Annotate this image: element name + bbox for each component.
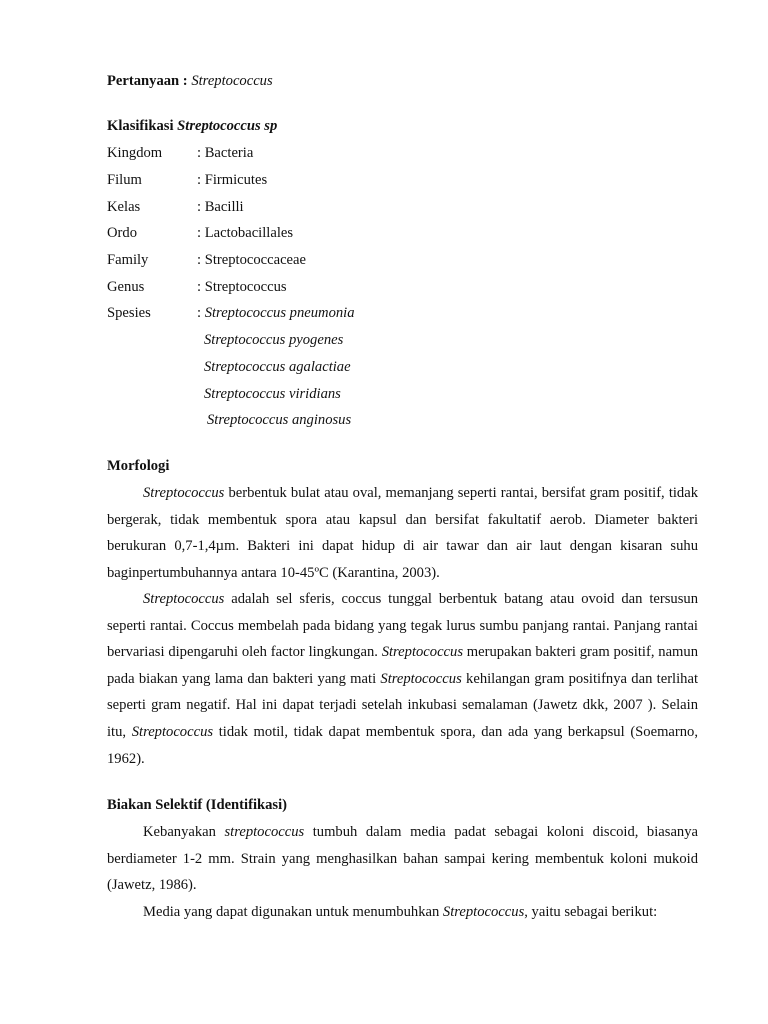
paragraph-text: Kebanyakan xyxy=(143,824,225,840)
species-item: Streptococcus pneumonia xyxy=(204,305,355,321)
taxon-value-ordo: : Lactobacillales xyxy=(197,225,294,241)
italic-term: Streptococcus xyxy=(442,904,525,920)
species-item: Streptococcus viridians xyxy=(204,386,341,402)
paragraph-text: , yaitu sebagai berikut: xyxy=(524,904,658,920)
species-item: Streptococcus pyogenes xyxy=(204,332,344,348)
species-colon: : xyxy=(197,305,205,321)
italic-term: streptococcus xyxy=(224,824,305,840)
taxon-label-ordo: Ordo xyxy=(107,225,137,241)
taxon-value-filum: : Firmicutes xyxy=(197,172,268,188)
question-label: Pertanyaan : xyxy=(107,73,188,89)
classification-heading-taxon: Streptococcus sp xyxy=(177,118,278,134)
morfologi-paragraph-1 xyxy=(107,480,698,586)
morfologi-paragraph-2 xyxy=(107,586,698,772)
paragraph-text: Media yang dapat digunakan untuk menumbuhkan xyxy=(143,904,443,920)
taxon-label-kingdom: Kingdom xyxy=(107,145,163,161)
biakan-heading: Biakan Selektif (Identifikasi) xyxy=(107,797,288,813)
species-item: Streptococcus agalactiae xyxy=(204,359,351,375)
taxon-value-spesies xyxy=(197,305,355,322)
italic-term: Streptococcus xyxy=(143,591,225,607)
taxon-label-family: Family xyxy=(107,252,149,268)
classification-heading-text: Klasifikasi xyxy=(107,118,174,134)
morfologi-heading: Morfologi xyxy=(107,458,170,474)
taxon-label-filum: Filum xyxy=(107,172,142,188)
taxon-label-kelas: Kelas xyxy=(107,199,141,215)
taxon-value-kelas: : Bacilli xyxy=(197,199,244,215)
paragraph-text: berbentuk bulat atau oval, memanjang seperti rantai, bersifat gram positif, tidak bergerak, tidak membentuk spora atau kapsul dan bersifat fakultatif aerob. Diameter bakteri berukuran 0,7-1,4µm. Bakteri ini dapat hidup di air tawar dan air laut dengan kisaran suhu baginpertumbuhannya antara 10-45ºC (Karantina, 2003). xyxy=(107,485,698,581)
taxon-label-spesies: Spesies xyxy=(107,305,151,321)
italic-term: Streptococcus xyxy=(380,670,462,687)
taxon-value-family: : Streptococcaceae xyxy=(197,252,306,268)
paragraph-text: tidak motil, tidak dapat membentuk spora, dan ada yang berkapsul (Soemarno, 1962). xyxy=(107,723,699,767)
taxon-value-genus: : Streptococcus xyxy=(197,279,287,295)
biakan-paragraph-1 xyxy=(107,819,698,899)
paragraph-text: merupakan bakteri gram positif, namun pada biakan yang lama dan bakteri yang mati xyxy=(107,644,698,687)
italic-term: Streptococcus xyxy=(143,485,225,501)
paragraph-text: kehilangan gram positifnya dan terlihat seperti gram negatif. Hal ini dapat terjadi setelah inkubasi semalaman (Jawetz dkk, 2007 ). Selain itu, xyxy=(107,670,698,740)
classification-heading xyxy=(107,118,277,135)
paragraph-text: tumbuh dalam media padat sebagai koloni discoid, biasanya berdiameter 1-2 mm. Strain yang menghasilkan bahan sampai kering membentuk koloni mukoid (Jawetz, 1986). xyxy=(107,824,698,894)
question-line xyxy=(107,73,273,90)
taxon-label-genus: Genus xyxy=(107,279,145,295)
species-item: Streptococcus anginosus xyxy=(207,412,352,428)
paragraph-text: adalah sel sferis, coccus tunggal berbentuk batang atau ovoid dan tersusun seperti rantai. Coccus membelah pada bidang yang tegak lurus sumbu panjang rantai. Panjang rantai bervariasi dipengaruhi oleh factor lingkungan. xyxy=(107,591,698,661)
biakan-paragraph-2 xyxy=(107,899,698,926)
italic-term: Streptococcus xyxy=(131,723,214,740)
taxon-value-kingdom: : Bacteria xyxy=(197,145,254,161)
italic-term: Streptococcus xyxy=(381,644,464,661)
question-topic: Streptococcus xyxy=(191,73,273,89)
